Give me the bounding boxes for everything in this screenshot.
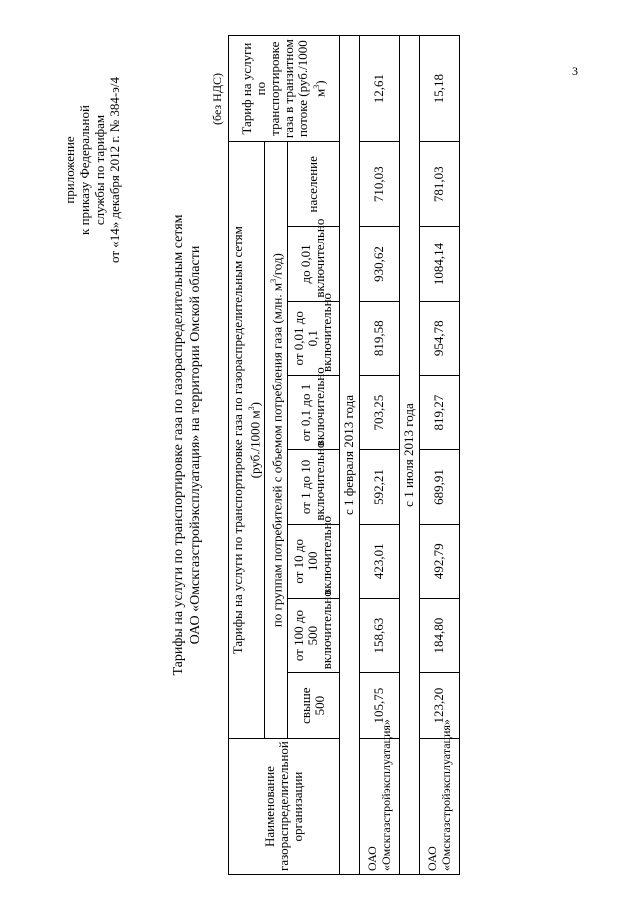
tariff-value-cell: 781,03 — [419, 142, 459, 227]
tariffs-main-header — [229, 142, 265, 739]
rotated-page-content — [20, 15, 580, 895]
main-header-line: Тарифы на услуги по транспортировке газа по газораспределительным сетям — [230, 226, 245, 655]
group-col-header: население — [287, 142, 339, 227]
vat-note: (без НДС) — [210, 72, 224, 125]
tariff-value-cell: 689,91 — [419, 450, 459, 524]
tariff-value-cell: 123,20 — [419, 673, 459, 739]
groups-header — [265, 142, 287, 739]
title-line-2: ОАО «Омскгазстройэксплуатация» на территории Омской области — [188, 245, 203, 645]
tariff-value-cell: 930,62 — [359, 227, 399, 301]
transit-value-cell: 15,18 — [419, 36, 459, 142]
transit-header-end: ) — [312, 80, 328, 85]
group-col-header: от 0,1 до 1 включительно — [287, 375, 339, 449]
appendix-line-3: службы по тарифам — [92, 114, 107, 226]
tariff-value-cell: 592,21 — [359, 450, 399, 524]
tariff-value-cell: 819,58 — [359, 301, 399, 375]
org-name-cell: ОАО «Омскгазстройэксплуатация» — [359, 739, 399, 875]
groups-header-sup: 3 — [269, 278, 279, 283]
tariff-value-cell: 819,27 — [419, 375, 459, 449]
appendix-line-2: к приказу Федеральной — [77, 105, 92, 235]
groups-header-end: /год) — [269, 253, 285, 279]
group-col-header: от 10 до 100 включительно — [287, 524, 339, 598]
title-line-1: Тарифы на услуги по транспортировке газа по газораспределительным сетям — [171, 214, 186, 676]
org-name-cell: ОАО «Омскгазстройэксплуатация» — [419, 739, 459, 875]
period-row: с 1 июля 2013 года — [399, 36, 419, 875]
group-col-header: от 0,01 до 0,1 включительно — [287, 301, 339, 375]
page-number: 3 — [572, 64, 578, 78]
main-header-unit-end: ) — [247, 402, 263, 407]
main-header-unit-sup: 3 — [247, 406, 256, 411]
group-col-header: от 1 до 10 включительно — [287, 450, 339, 524]
tariff-value-cell: 105,75 — [359, 673, 399, 739]
tariff-value-cell: 158,63 — [359, 598, 399, 672]
tariff-value-cell: 492,79 — [419, 524, 459, 598]
transit-header-text: Тариф на услуги по транспортировке газа в транзитном потоке (руб./1000 м — [239, 39, 328, 139]
period-row: с 1 февраля 2013 года — [339, 36, 359, 875]
appendix-line-4: от «14» декабря 2012 г. № 384-э/4 — [107, 77, 122, 263]
tariff-value-cell: 1084,14 — [419, 227, 459, 301]
tariff-value-cell: 710,03 — [359, 142, 399, 227]
group-col-header: от 100 до 500 включительно — [287, 598, 339, 672]
transit-value-cell: 12,61 — [359, 36, 399, 142]
org-column-header: Наименование газораспределительной организации — [229, 739, 340, 875]
tariff-table — [228, 35, 460, 875]
tariff-value-cell: 184,80 — [419, 598, 459, 672]
group-col-header: до 0,01 включительно — [287, 227, 339, 301]
document-title — [170, 85, 204, 805]
transit-header-sup: 3 — [312, 84, 322, 89]
appendix-line-1: приложение — [62, 136, 77, 204]
appendix-block — [62, 20, 122, 320]
transit-column-header — [229, 36, 340, 142]
main-header-unit: (руб./1000 м — [247, 410, 263, 479]
tariff-value-cell: 954,78 — [419, 301, 459, 375]
tariff-value-cell: 423,01 — [359, 524, 399, 598]
group-col-header: свыше 500 — [287, 673, 339, 739]
tariff-value-cell: 703,25 — [359, 375, 399, 449]
groups-header-text: по группам потребителей с объемом потребления газа (млн. м — [269, 282, 285, 628]
